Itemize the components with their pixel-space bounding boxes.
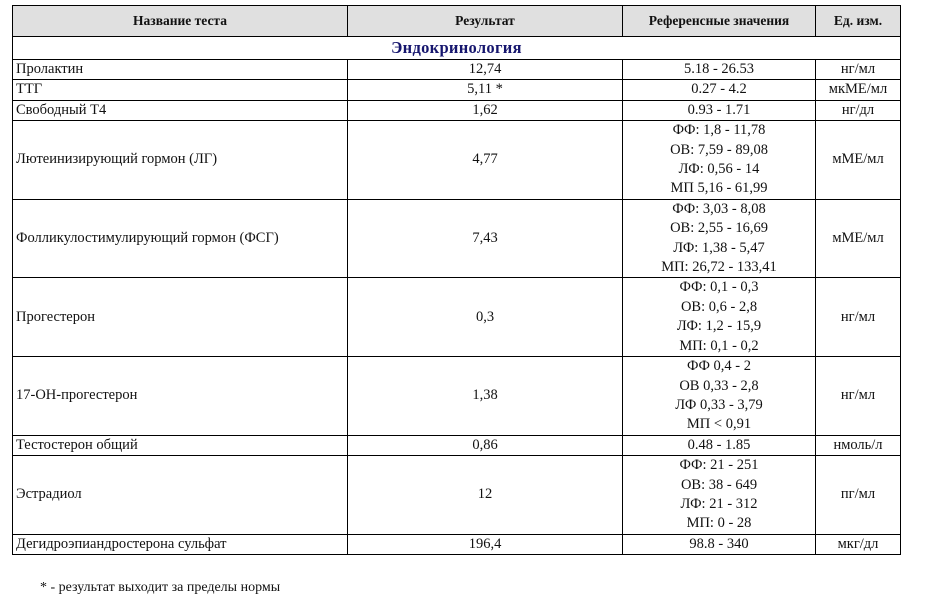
- reference-cell: [623, 121, 816, 200]
- reference-line: ОВ: 0,6 - 2,8: [680, 298, 758, 315]
- table-row: [13, 121, 901, 200]
- result-cell: 0,3: [348, 278, 623, 357]
- table-row: [13, 278, 901, 357]
- unit-cell: пг/мл: [816, 456, 901, 535]
- unit-cell: нг/мл: [816, 60, 901, 80]
- unit-cell: нг/мл: [816, 278, 901, 357]
- result-cell: 12,74: [348, 60, 623, 80]
- header-unit: Ед. изм.: [816, 6, 901, 37]
- header-test-name: Название теста: [13, 6, 348, 37]
- result-cell: 196,4: [348, 534, 623, 554]
- table-row: [13, 456, 901, 535]
- reference-line: МП < 0,91: [686, 416, 752, 433]
- reference-line: 0.93 - 1.71: [687, 101, 751, 118]
- test-name-cell: Фолликулостимулирующий гормон (ФСГ): [13, 199, 348, 278]
- reference-line: МП: 26,72 - 133,41: [661, 259, 777, 276]
- reference-line: МП: 0,1 - 0,2: [679, 337, 759, 354]
- test-name-cell: Тестостерон общий: [13, 435, 348, 455]
- test-name-cell: Прогестерон: [13, 278, 348, 357]
- reference-line: ЛФ: 1,38 - 5,47: [673, 239, 765, 256]
- unit-cell: мМЕ/мл: [816, 199, 901, 278]
- result-cell: 1,62: [348, 100, 623, 120]
- reference-line: ЛФ 0,33 - 3,79: [675, 396, 763, 413]
- unit-cell: мкг/дл: [816, 534, 901, 554]
- header-reference: Референсные значения: [623, 6, 816, 37]
- lab-results-table: [12, 5, 901, 555]
- reference-line: ФФ: 0,1 - 0,3: [679, 279, 759, 296]
- reference-line: ЛФ: 21 - 312: [680, 495, 758, 512]
- reference-cell: [623, 80, 816, 100]
- unit-cell: нмоль/л: [816, 435, 901, 455]
- result-cell: 0,86: [348, 435, 623, 455]
- test-name-cell: Эстрадиол: [13, 456, 348, 535]
- unit-cell: нг/дл: [816, 100, 901, 120]
- results-body: [13, 37, 901, 555]
- footnote: * - результат выходит за пределы нормы: [40, 580, 281, 595]
- reference-line: ОВ: 2,55 - 16,69: [670, 220, 768, 237]
- reference-line: 0.48 - 1.85: [687, 436, 751, 453]
- section-title: Эндокринология: [13, 37, 901, 60]
- table-row: [13, 534, 901, 554]
- table-row: [13, 357, 901, 436]
- result-cell: 4,77: [348, 121, 623, 200]
- reference-cell: [623, 60, 816, 80]
- test-name-cell: ТТГ: [13, 80, 348, 100]
- table-row: [13, 199, 901, 278]
- result-cell: 7,43: [348, 199, 623, 278]
- table-row: [13, 60, 901, 80]
- section-row: [13, 37, 901, 60]
- reference-line: ЛФ: 0,56 - 14: [678, 161, 760, 178]
- reference-line: ОВ: 38 - 649: [680, 476, 758, 493]
- table-row: [13, 100, 901, 120]
- result-cell: 12: [348, 456, 623, 535]
- header-row: [13, 6, 901, 37]
- test-name-cell: Дегидроэпиандростерона сульфат: [13, 534, 348, 554]
- test-name-cell: Пролактин: [13, 60, 348, 80]
- reference-line: МП 5,16 - 61,99: [670, 180, 768, 197]
- result-cell: 1,38: [348, 357, 623, 436]
- unit-cell: мкМЕ/мл: [816, 80, 901, 100]
- reference-cell: [623, 435, 816, 455]
- test-name-cell: Свободный Т4: [13, 100, 348, 120]
- reference-line: 0.27 - 4.2: [691, 81, 747, 98]
- reference-cell: [623, 199, 816, 278]
- reference-line: ФФ: 1,8 - 11,78: [672, 122, 766, 139]
- reference-line: ОВ 0,33 - 2,8: [679, 377, 759, 394]
- reference-cell: [623, 100, 816, 120]
- reference-cell: [623, 534, 816, 554]
- reference-line: ФФ: 3,03 - 8,08: [672, 200, 766, 217]
- reference-line: ФФ: 21 - 251: [679, 457, 759, 474]
- test-name-cell: Лютеинизирующий гормон (ЛГ): [13, 121, 348, 200]
- reference-line: 5.18 - 26.53: [683, 61, 755, 77]
- test-name-cell: 17-ОН-прогестерон: [13, 357, 348, 436]
- reference-line: МП: 0 - 28: [686, 515, 752, 532]
- unit-cell: мМЕ/мл: [816, 121, 901, 200]
- reference-cell: [623, 278, 816, 357]
- table-row: [13, 80, 901, 100]
- table-row: [13, 435, 901, 455]
- reference-line: 98.8 - 340: [689, 535, 749, 552]
- header-result: Результат: [348, 6, 623, 37]
- result-cell: 5,11 *: [348, 80, 623, 100]
- reference-line: ОВ: 7,59 - 89,08: [670, 141, 768, 158]
- unit-cell: нг/мл: [816, 357, 901, 436]
- reference-line: ЛФ: 1,2 - 15,9: [676, 318, 762, 335]
- reference-cell: [623, 357, 816, 436]
- reference-cell: [623, 456, 816, 535]
- reference-line: ФФ 0,4 - 2: [687, 358, 751, 375]
